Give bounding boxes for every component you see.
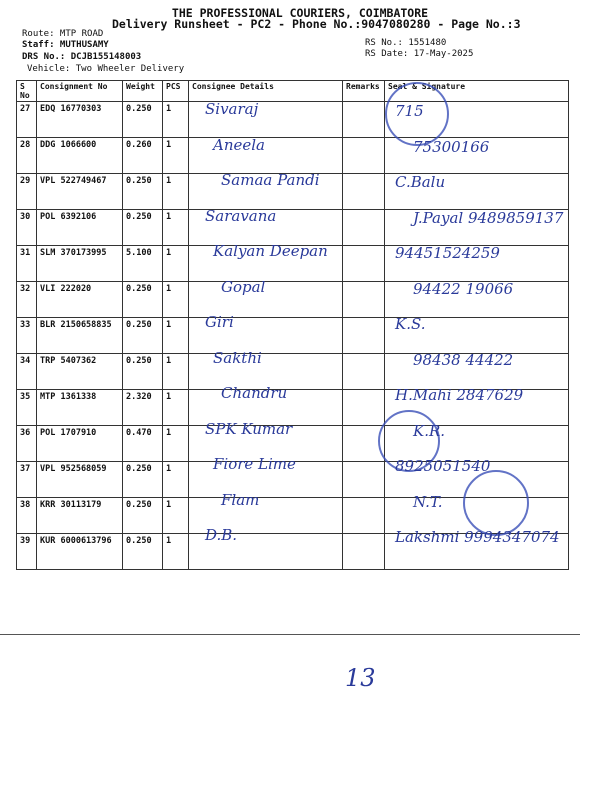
col-consignment: Consignment No [37, 81, 123, 102]
handwritten-signature: 94422 19066 [413, 279, 514, 298]
staff-label: Staff: MUTHUSAMY [22, 40, 109, 50]
cell-weight: 0.250 [123, 102, 163, 138]
cell-weight: 0.250 [123, 318, 163, 354]
handwritten-signature: 98438 44422 [413, 350, 514, 369]
handwritten-signature: K.S. [395, 315, 426, 333]
cell-remarks [343, 282, 385, 318]
cell-consignment: TRP 5407362 [37, 354, 123, 390]
cell-consignment: KUR 6000613796 [37, 534, 123, 570]
cell-sno: 34 [17, 354, 37, 390]
cell-remarks [343, 534, 385, 570]
cell-remarks [343, 498, 385, 534]
col-weight: Weight [123, 81, 163, 102]
cell-consignee [189, 135, 343, 174]
cell-sno: 36 [17, 426, 37, 462]
rs-number: RS No.: 1551480 [365, 38, 447, 48]
cell-pcs: 1 [163, 138, 189, 174]
handwritten-signature: 75300166 [413, 137, 490, 156]
cell-consignment: SLM 370173995 [37, 246, 123, 282]
cell-remarks [343, 390, 385, 426]
cell-pcs: 1 [163, 282, 189, 318]
handwritten-signature: H.Mahi 2847629 [395, 386, 524, 404]
cell-weight: 0.250 [123, 174, 163, 210]
handwritten-consignee: Samaa Pandi [221, 171, 320, 189]
col-sno: S No [17, 81, 37, 102]
table-row [17, 318, 569, 354]
cell-sno: 39 [17, 534, 37, 570]
cell-remarks [343, 246, 385, 282]
cell-pcs: 1 [163, 426, 189, 462]
cell-pcs: 1 [163, 462, 189, 498]
cell-remarks [343, 102, 385, 138]
col-consignee: Consignee Details [189, 81, 343, 102]
cell-consignment: KRR 30113179 [37, 498, 123, 534]
cell-consignment: VLI 222020 [37, 282, 123, 318]
cell-weight: 0.250 [123, 210, 163, 246]
cell-sno: 27 [17, 102, 37, 138]
handwritten-signature: 715 [395, 102, 424, 120]
handwritten-consignee: SPK Kumar [205, 419, 293, 438]
handwritten-consignee: Kalyan Deepan [213, 242, 328, 260]
cell-weight: 0.250 [123, 498, 163, 534]
runsheet-subtitle: Delivery Runsheet - PC2 - Phone No.:9047080280 - Page No.:3 [112, 17, 521, 31]
table-row [17, 102, 569, 138]
handwritten-consignee: Sivaraj [205, 100, 259, 118]
handwritten-consignee: Aneela [213, 135, 265, 154]
vendor-seal-stamp [463, 470, 529, 536]
runsheet-title: THE PROFESSIONAL COURIERS, COIMBATORE [171, 6, 429, 20]
handwritten-signature: Lakshmi 9994347074 [395, 528, 560, 546]
cell-sno: 32 [17, 282, 37, 318]
cell-consignment: POL 6392106 [37, 210, 123, 246]
handwritten-signature: 8925051540 [395, 457, 491, 475]
cell-consignment: VPL 522749467 [37, 174, 123, 210]
cell-sno: 35 [17, 390, 37, 426]
cell-sno: 30 [17, 210, 37, 246]
cell-pcs: 1 [163, 390, 189, 426]
cell-sno: 33 [17, 318, 37, 354]
cell-weight: 0.250 [123, 354, 163, 390]
col-signature: Seal & Signature [385, 81, 569, 102]
cell-pcs: 1 [163, 210, 189, 246]
col-remarks: Remarks [343, 81, 385, 102]
cell-pcs: 1 [163, 102, 189, 138]
handwritten-signature: C.Balu [395, 173, 446, 191]
cell-pcs: 1 [163, 354, 189, 390]
handwritten-consignee: Fiore Lime [213, 455, 296, 473]
cell-sno: 29 [17, 174, 37, 210]
cell-remarks [343, 354, 385, 390]
cell-pcs: 1 [163, 498, 189, 534]
route-label: Route: MTP ROAD [22, 29, 104, 39]
handwritten-signature: K.R. [413, 421, 446, 440]
footer-divider [0, 634, 580, 635]
vehicle-label: Vehicle: Two Wheeler Delivery [27, 64, 185, 74]
cell-consignment: BLR 2150658835 [37, 318, 123, 354]
cell-consignment: MTP 1361338 [37, 390, 123, 426]
cell-remarks [343, 318, 385, 354]
cell-sno: 37 [17, 462, 37, 498]
cell-pcs: 1 [163, 534, 189, 570]
handwritten-consignee: D.B. [205, 526, 238, 544]
handwritten-footer-total: 13 [345, 664, 376, 692]
cell-weight: 2.320 [123, 390, 163, 426]
cell-consignment: POL 1707910 [37, 426, 123, 462]
cell-pcs: 1 [163, 318, 189, 354]
rs-date: RS Date: 17-May-2025 [365, 49, 474, 59]
handwritten-consignee: Sakthi [213, 348, 262, 367]
handwritten-consignee: Giri [205, 313, 234, 331]
handwritten-signature: 94451524259 [395, 244, 500, 262]
cell-weight: 0.250 [123, 462, 163, 498]
cell-consignment: DDG 1066600 [37, 138, 123, 174]
cell-pcs: 1 [163, 246, 189, 282]
handwritten-consignee: Chandru [221, 384, 288, 402]
cell-sno: 38 [17, 498, 37, 534]
handwritten-consignee: Gopal [221, 277, 266, 296]
cell-weight: 5.100 [123, 246, 163, 282]
handwritten-signature: N.T. [413, 492, 443, 511]
handwritten-consignee: Flam [221, 490, 260, 509]
cell-consignment: VPL 952568059 [37, 462, 123, 498]
handwritten-consignee: Saravana [205, 206, 277, 225]
cell-consignment: EDQ 16770303 [37, 102, 123, 138]
cell-remarks [343, 138, 385, 174]
cell-remarks [343, 174, 385, 210]
cell-weight: 0.470 [123, 426, 163, 462]
cell-sno: 31 [17, 246, 37, 282]
cell-weight: 0.260 [123, 138, 163, 174]
handwritten-signature: J.Payal 9489859137 [413, 208, 564, 227]
col-pcs: PCS [163, 81, 189, 102]
cell-weight: 0.250 [123, 534, 163, 570]
cell-pcs: 1 [163, 174, 189, 210]
cell-remarks [343, 210, 385, 246]
cell-weight: 0.250 [123, 282, 163, 318]
cell-remarks [343, 462, 385, 498]
drs-number: DRS No.: DCJB155148003 [22, 52, 142, 62]
cell-sno: 28 [17, 138, 37, 174]
